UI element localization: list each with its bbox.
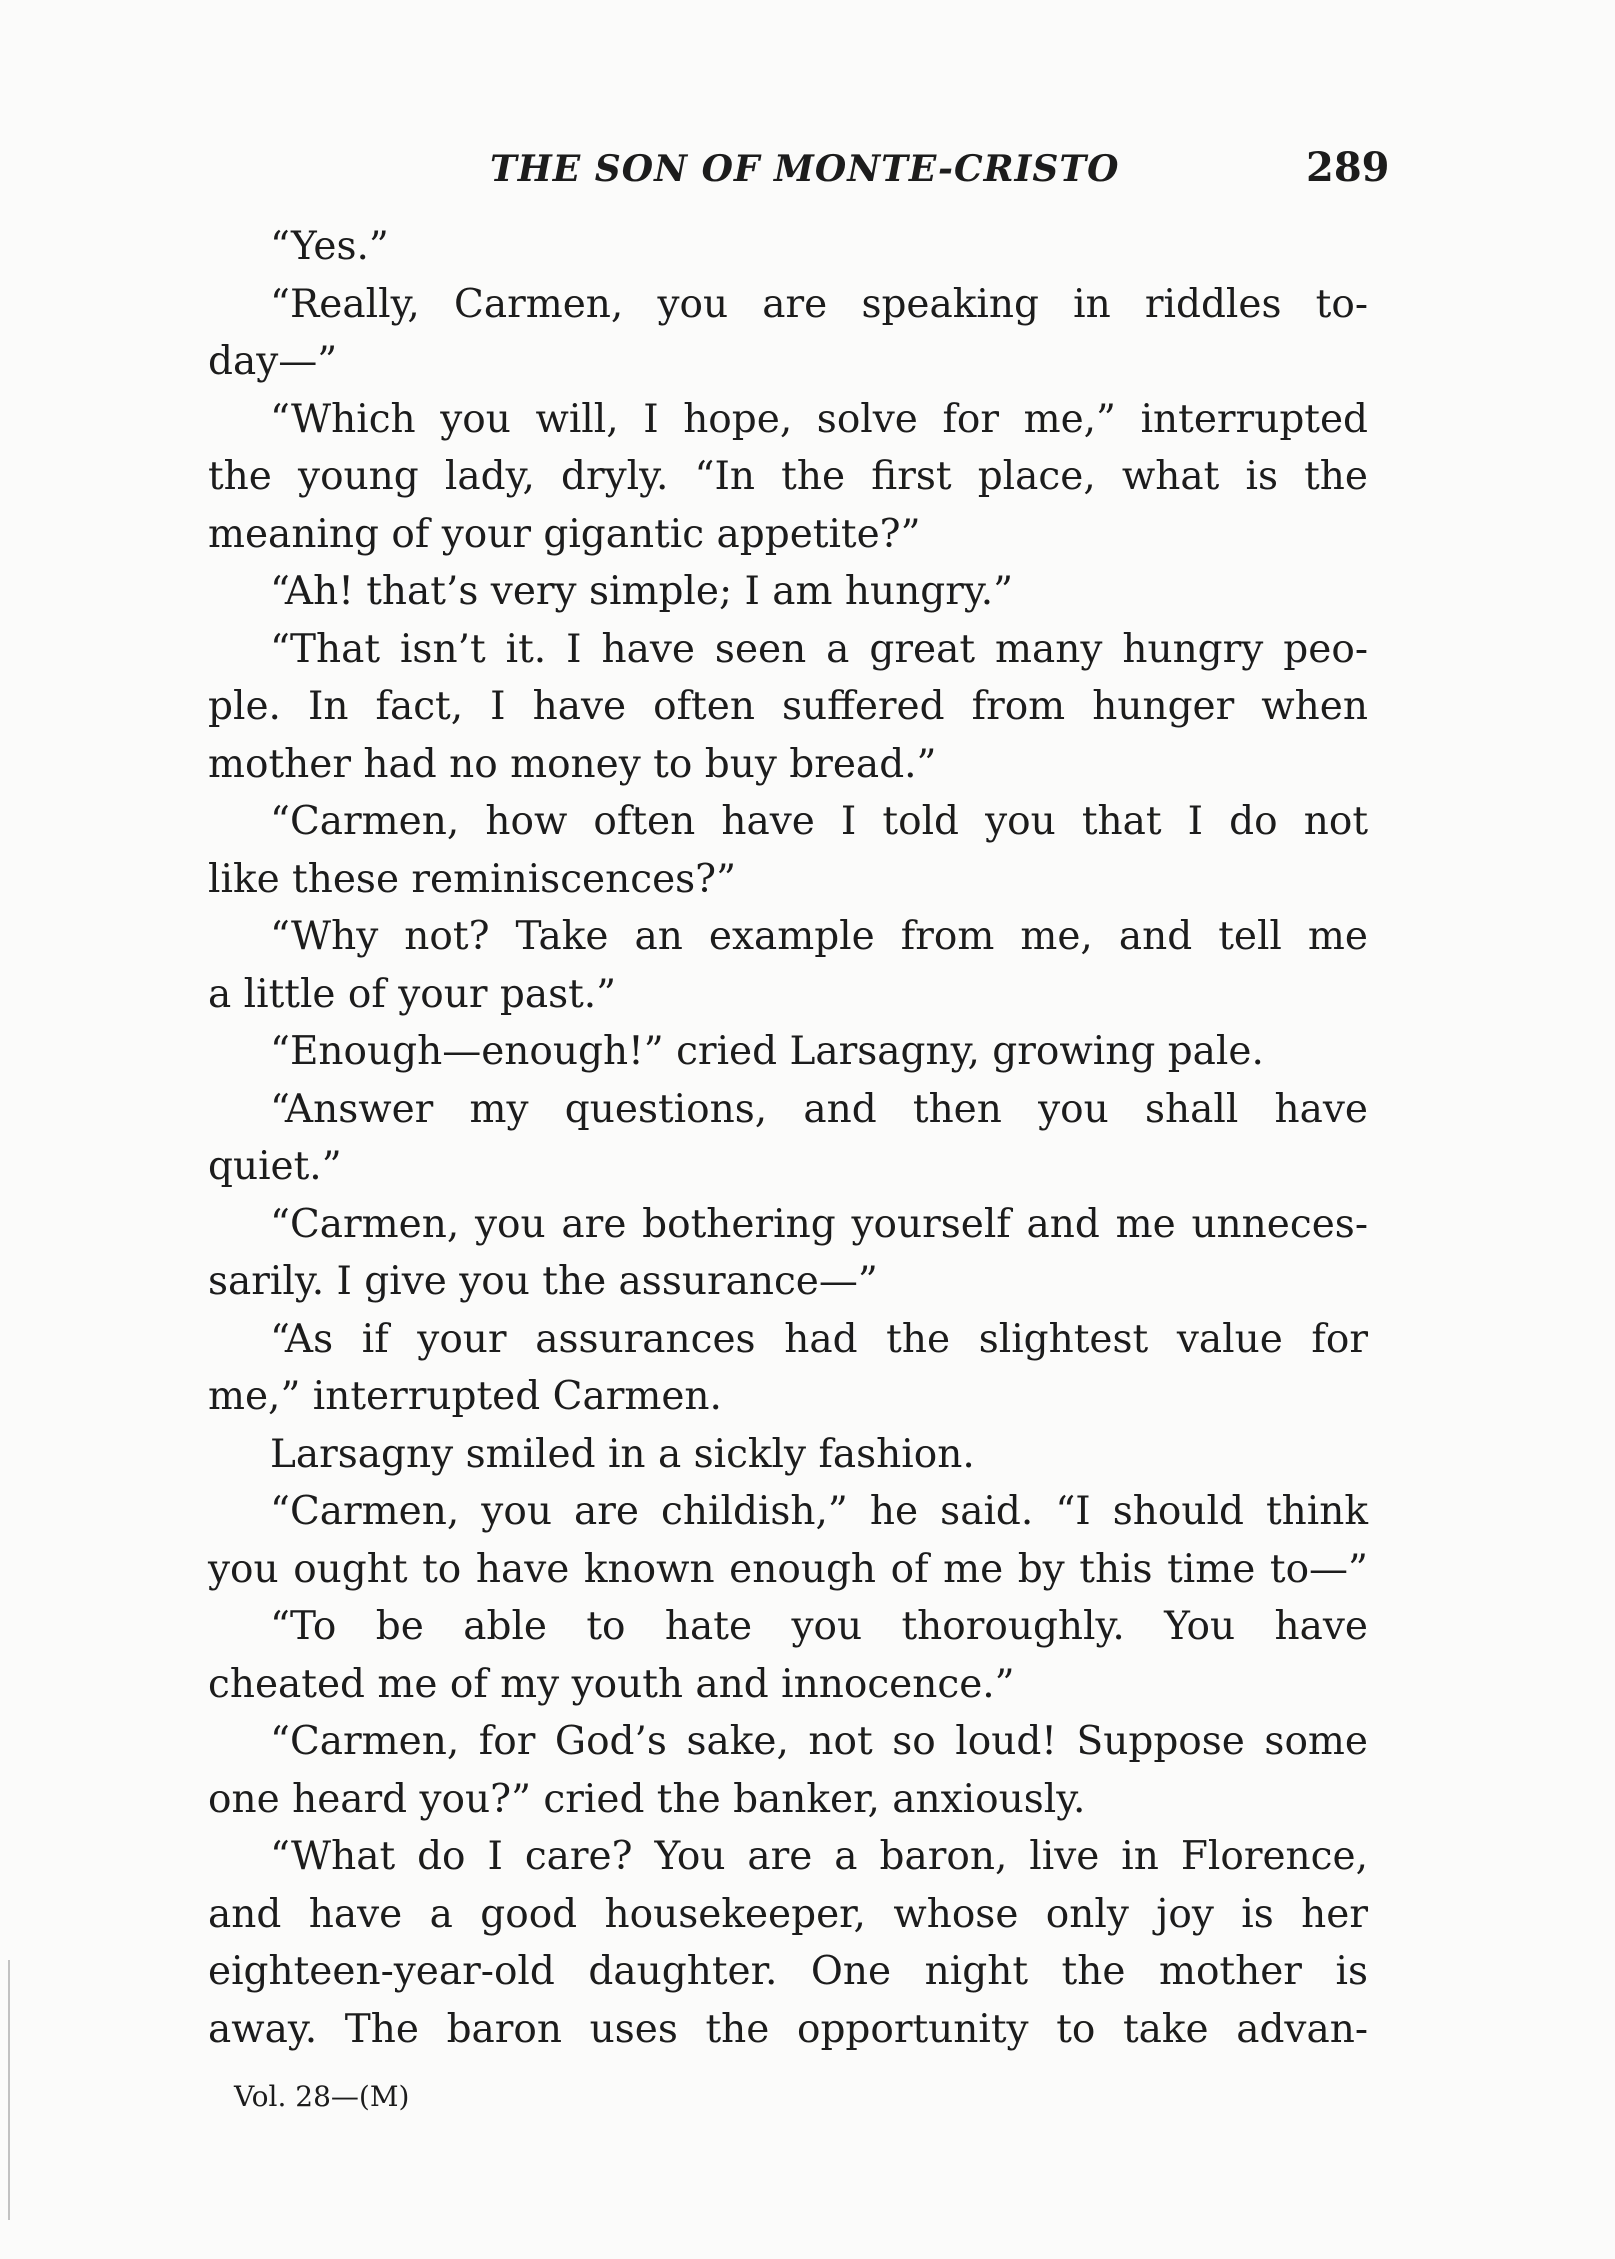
text-line: like these reminiscences?”: [208, 856, 737, 902]
text-line: “That isn’t it. I have seen a great many hungry peo-: [270, 626, 1368, 672]
text-line: Larsagny smiled in a sickly fashion.: [270, 1431, 975, 1477]
text-line: ple. In fact, I have often suffered from hunger when: [208, 684, 1368, 729]
text-line: “Carmen, you are bothering yourself and me unneces-: [270, 1201, 1368, 1247]
text-line: quiet.”: [208, 1144, 342, 1189]
text-line: “Carmen, you are childish,” he said. “I should think: [270, 1489, 1368, 1534]
text-line: “Answer my questions, and then you shall have: [270, 1086, 1368, 1132]
text-line: away. The baron uses the opportunity to take advan-: [208, 2006, 1368, 2052]
text-line: the young lady, dryly. “In the first place, what is the: [208, 454, 1368, 499]
page-number: 289: [1306, 144, 1390, 191]
text-line: “To be able to hate you thoroughly. You have: [270, 1604, 1368, 1649]
text-line: meaning of your gigantic appetite?”: [208, 511, 921, 557]
text-line: and have a good housekeeper, whose only joy is her: [208, 1891, 1368, 1937]
text-line: cheated me of my youth and innocence.”: [208, 1661, 1015, 1707]
text-line: eighteen-year-old daughter. One night the mother is: [208, 1949, 1368, 1994]
text-line: a little of your past.”: [208, 971, 617, 1017]
margin-scan-mark: [8, 1960, 10, 2220]
text-line: mother had no money to buy bread.”: [208, 741, 937, 787]
text-line: sarily. I give you the assurance—”: [208, 1259, 878, 1304]
text-line: “Carmen, how often have I told you that I do not: [270, 799, 1368, 844]
text-line: “Why not? Take an example from me, and tell me: [270, 914, 1368, 959]
text-line: “Enough—enough!” cried Larsagny, growing pale.: [270, 1029, 1264, 1074]
text-line: “Which you will, I hope, solve for me,” interrupted: [270, 396, 1368, 442]
body-text: [208, 218, 1368, 2058]
text-line: “Carmen, for God’s sake, not so loud! Suppose some: [270, 1719, 1368, 1764]
text-line: one heard you?” cried the banker, anxiously.: [208, 1776, 1086, 1822]
text-line: “Really, Carmen, you are speaking in riddles to-: [270, 281, 1368, 327]
text-line: “Ah! that’s very simple; I am hungry.”: [270, 569, 1014, 614]
text-line: “Yes.”: [270, 224, 389, 269]
text-line: me,” interrupted Carmen.: [208, 1374, 722, 1419]
text-line: day—”: [208, 339, 338, 384]
text-line: “What do I care? You are a baron, live in Florence,: [270, 1834, 1368, 1879]
text-line: you ought to have known enough of me by this time to—”: [208, 1546, 1368, 1592]
volume-signature: Vol. 28—(M): [234, 2080, 410, 2113]
text-line: “As if your assurances had the slightest value for: [270, 1316, 1368, 1362]
running-title: THE SON OF MONTE-CRISTO: [490, 148, 1120, 190]
